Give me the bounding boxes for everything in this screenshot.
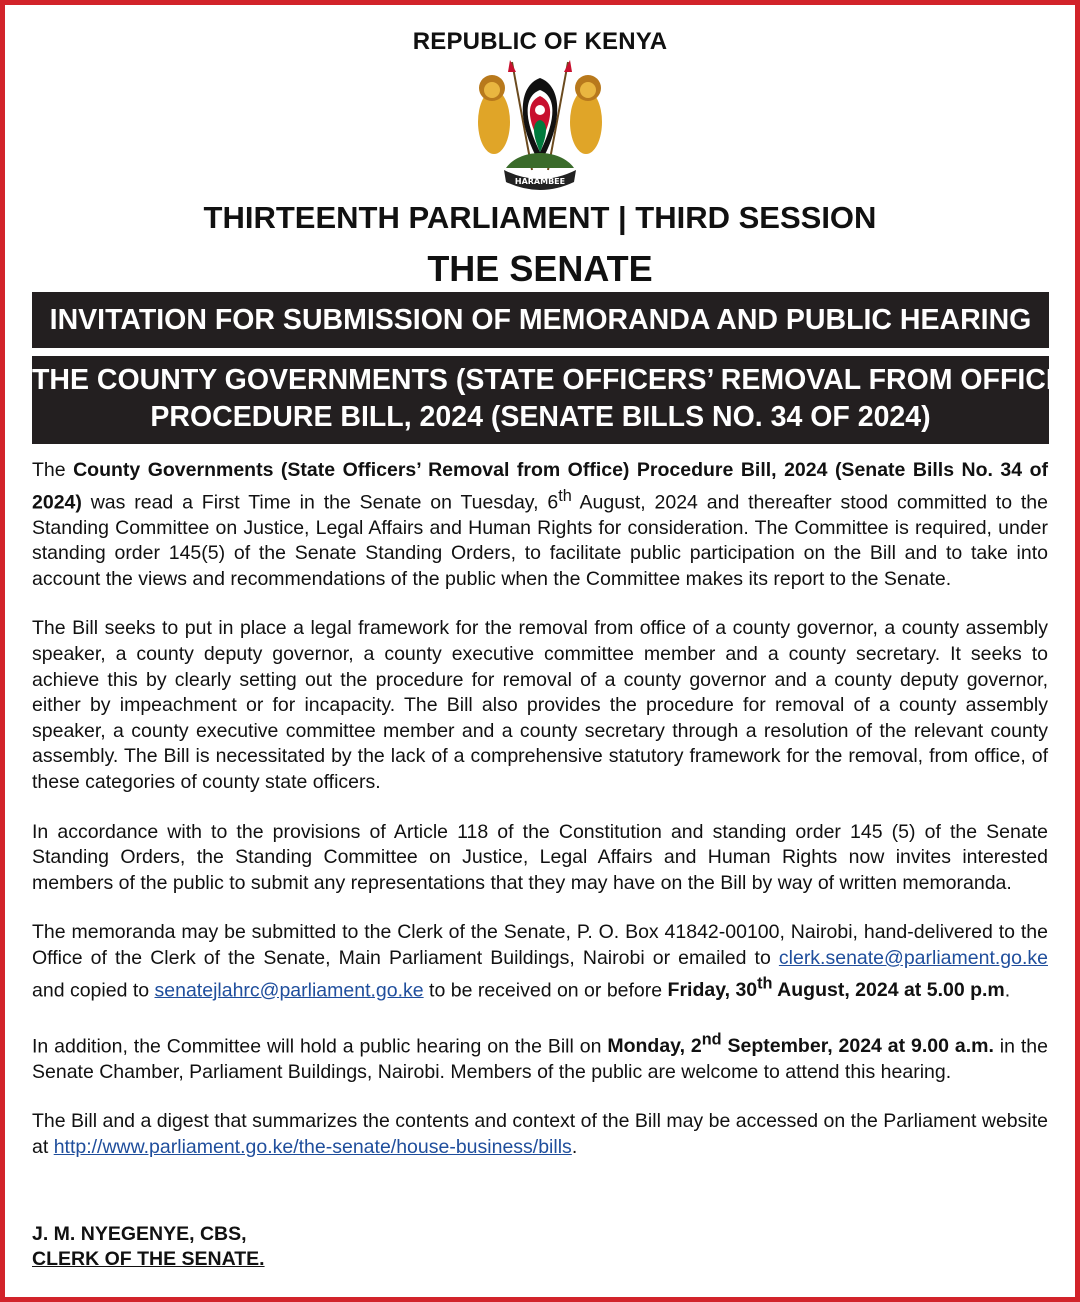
bill-title-banner xyxy=(32,356,1075,444)
bills-website-link[interactable]: http://www.parliament.go.ke/the-senate/house-business/bills xyxy=(53,1135,572,1158)
coat-of-arms-icon xyxy=(470,60,610,192)
bill-title-line2: PROCEDURE BILL, 2024 (SENATE BILLS NO. 34 OF 2024) xyxy=(150,401,931,433)
bill-title-line1: THE COUNTY GOVERNMENTS (STATE OFFICERS’ REMOVAL FROM OFFICE) xyxy=(32,364,1075,396)
clerk-email-link[interactable]: clerk.senate@parliament.go.ke xyxy=(778,947,1048,969)
committee-email-link[interactable]: senatejlahrc@parliament.go.ke xyxy=(154,979,424,1002)
notice-body xyxy=(32,458,1048,1185)
paragraph-purpose: The Bill seeks to put in place a legal framework for the removal from office of a county governor, a county assembly speaker, a county deputy governor, a county executive committee member and a county secretary. It seeks to achieve this by clearly setting out the procedure for removal of a county governor and a county deputy governor, either by impeachment or for incapacity. The Bill also provides the procedure for removal of a county assembly speaker, a county executive committee member and a county secretary through a resolution of the relevant county assembly. The Bill is necessitated by the lack of a comprehensive statutory framework for the removal, from office, of these categories of county state officers. xyxy=(32,617,1048,794)
paragraph-intro: The County Governments (State Officers’ Removal from Office) Procedure Bill, 2024 (Senate Bills No. 34 of 2024) was read a First Time in the Senate on Tuesday, 6th August, 2024 and thereafter stood committed to the Standing Committee on Justice, Legal Affairs and Human Rights for consideration. The Committee is required, under standing order 145(5) of the Senate Standing Orders, to facilitate public participation on the Bill and to take into account the views and recommendations of the public when the Committee makes its report to the Senate. xyxy=(32,459,1048,590)
parliament-session: THIRTEENTH PARLIAMENT | THIRD SESSION xyxy=(203,200,877,235)
invitation-banner xyxy=(32,292,1049,348)
invitation-title: INVITATION FOR SUBMISSION OF MEMORANDA AND PUBLIC HEARING xyxy=(49,303,1032,336)
bill-name: County Governments (State Officers’ Removal from Office) Procedure Bill, 2024 (Senate Bills No. 34 of 2024) xyxy=(32,459,1048,514)
paragraph-hearing: In addition, the Committee will hold a public hearing on the Bill on Monday, 2nd September, 2024 at 9.00 a.m. in the Senate Chamber, Parliament Buildings, Nairobi. Members of the public are welcome to attend this hearing. xyxy=(32,1030,1048,1083)
submission-deadline: Friday, 30th August, 2024 at 5.00 p.m xyxy=(667,974,1005,1002)
motto-text: HARAMBEE xyxy=(514,177,566,186)
paragraph-invitation: In accordance with to the provisions of Article 118 of the Constitution and standing order 145 (5) of the Senate Standing Orders, the Standing Committee on Justice, Legal Affairs and Human Rights now invites interested members of the public to submit any representations that they may have on the Bill by way of written memoranda. xyxy=(32,820,1048,894)
paragraph-access: The Bill and a digest that summarizes the contents and context of the Bill may be accessed on the Parliament website at http://www.parliament.go.ke/the-senate/house-business/bills. xyxy=(32,1110,1048,1158)
republic-heading: REPUBLIC OF KENYA xyxy=(412,28,668,55)
signatory-title: CLERK OF THE SENATE. xyxy=(32,1248,265,1270)
signature-block xyxy=(32,1222,265,1272)
paragraph-submission: The memoranda may be submitted to the Clerk of the Senate, P. O. Box 41842-00100, Nairobi, hand-delivered to the Office of the Clerk of the Senate, Main Parliament Buildings, Nairobi or emailed to clerk.senate@parliament.go.ke and copied to senatejlahrc@parliament.go.ke to be received on or before Friday, 30th August, 2024 at 5.00 p.m. xyxy=(32,921,1048,1002)
house-title: THE SENATE xyxy=(427,248,653,289)
hearing-date: Monday, 2nd September, 2024 at 9.00 a.m. xyxy=(607,1030,994,1058)
signatory-name: J. M. NYEGENYE, CBS, xyxy=(32,1223,247,1245)
